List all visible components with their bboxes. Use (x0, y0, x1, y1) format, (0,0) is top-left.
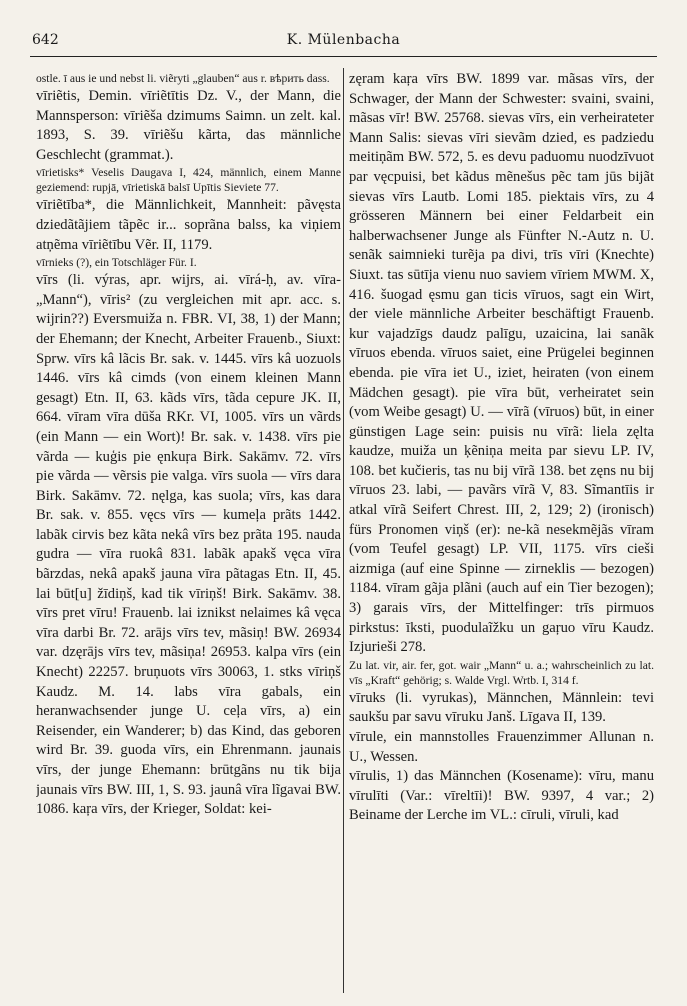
running-title: K. Mülenbacha (286, 32, 401, 48)
left-column (36, 70, 341, 995)
right-column (349, 70, 654, 995)
dictionary-entry: vīriẽtis, Demin. vīriẽtītis Dz. V., der Mann, die Mannsperson: vīriẽša dzimums Saimn. un zelt. kal. 1893, S. 39. vīriẽšu kãrta, das männliche Geschlecht (grammat.). (36, 88, 341, 163)
note-paragraph: vīrietisks* Veselis Daugava I, 424, männlich, einem Manne geziemend: rupjā, vīrietiskā balsī Upītis Sieviete 77. (36, 166, 341, 195)
dictionary-entry: zęram kaŗa vīrs BW. 1899 var. mãsas vīrs, der Schwager, der Mann der Schwester: svaini, svaini, mãsas vīr! BW. 25768. sievas vīrs, ein verheirateter Mann Salis: sievas vīri sievãm dzied, es padziedu meitiņãm BW. 572, 5. es devu paduomu nuodzīvuot par vęcpuisi, bet kãdus mẽnešus pẽc tam jūs bijãt sievas vīrs Lautb. Lomi 185. piektais vīrs, zu 4 grösseren Männern bei einer Feldarbeit ein halberwachsener Junge als Fünfter N.-Autz n. U. senãk saimnieki turẽja pa divi, trīs vīri (Knechte) Siuxt. tas sūtīja vienu nuo saviem vīriem MWM. X, 416. šuogad ęsmu gan ticis vīruos, sagt ein Wirt, der viele männliche Arbeiter beschäftigt Frauenb. kur vajadzīgs daudz palīgu, uzaicina, lai sanãk vīruos ebenda. vīruos saiet, eine Prügelei beginnen ebenda. pie vīra iet U., iziet, heiraten (von einem Mädchen gesagt). pie vīra būt, verheiratet sein (vom Weibe gesagt) U. — vīrã (vīruos) būt, in einer günstigen Lage sein: puisis nu vīrã: liela zęlta kaudze, muiža un ķẽniņa meita par sievu LP. IV, 108. bet kučieris, tas nu bij vīrã 138. bet zęns nu bij vīruos 23. labi, — pavãrs vīrã V, 83. Sĩmantīis ir atkal vīrã Seifert Chrest. III, 2, 129; 2) (ironisch) fürs Pronomen viņš (er): ne-kã nesekmẽjãs vīram (vom Teufel gesagt) LP. VII, 1175. vīrs cieši aizmiga (auf eine Spinne — zirneklis — bezogen) 1184. vīram gãja plãni (auch auf ein Tier bezogen); 3) garais vīrs, der Mittelfinger: trīs pirmuos pirkstus: īksti, puodulaĩžku un gaŗuo vīru Kaudz. Izjurieši 278. (349, 71, 654, 656)
page-header (30, 32, 657, 56)
note-paragraph: vīrnieks (?), ein Totschläger Für. I. (36, 256, 197, 270)
page-number: 642 (32, 32, 59, 48)
dictionary-entry: vīrulis, 1) das Männchen (Kosename): vīru, manu vīrulīti (Var.: vīreltīi)! BW. 9397, 4 var.; 2) Beiname der Lerche im VL.: cīruli, vīruli, kad (349, 768, 654, 824)
dictionary-entry: vīriẽtība*, die Männlichkeit, Mannheit: pãvęsta dziedãtãjiem tãpẽc ir... soprãna balss, ka viņiem atņẽma vīriẽtību Vẽr. II, 1179. (36, 197, 341, 253)
dictionary-entry: vīruks (li. vyrukas), Männchen, Männlein: tevi saukšu par savu vīruku Janš. Līgava II, 139. (349, 689, 654, 726)
column-divider (343, 68, 344, 993)
dictionary-entry: vīrs (li. výras, apr. wijrs, ai. vīrá-ḥ, av. vīra- „Mann“), vīris² (zu vergleichen mit apr. acc. s. wijrin??) Eversmuiža n. FBR. VI, 38, 1) der Mann; der Ehemann; der Knecht, Arbeiter Frauenb., Siuxt: Sprw. vīrs kâ lãcis Br. sak. v. 1445. vīrs kâ uozuols 1446. vīrs kâ cimds (von einem kleinen Mann gesagt) Etn. II, 63. kãds vīrs, tãda cepure JK. II, 664. vīram vīra dūša RKr. VI, 1005. vīrs un vãrds (ein Mann — ein Wort)! Br. sak. v. 1438. vīrs pie vãrda — kuģis pie ęnkuŗa Birk. Sakāmv. 72. vīrs pie vãrda — vẽrsis pie valga. vīrs suola — vīrs dara Birk. Sakāmv. 72. nęlga, kas suola; vīrs, kas dara Br. sak. v. 855. vęcs vīrs — kumeļa prãts 1442. labãk cirvis bez kãta nekâ vīrs bez prãta 195. nauda gudra — vīra ruokâ 831. labãk apakš vęca vīra bãrzdas, nekâ apakš jauna vīra pãtagas Etn. II, 45. lai būt[u] žīdiņš, kad tik vīriņš! Birk. Sakāmv. 38. vīrs pret vīru! Frauenb. lai iznikst nelaimes kâ vęca vīra darbi Br. 72. arājs vīrs tev, mãsiņ! BW. 26934 var. dzęrājs vīrs tev, mãsiņa! 26953. kalpa vīrs (ein Knecht) 22257. bruņuots vīrs 30063, 1. stks vīriņš Kaudz. M. 14. labs vīra gabals, ein heranwachsender junge U. ceļa vīrs, a) ein Reisender, ein Wanderer; b) das Kind, das geboren wird Br. 39. guoda vīrs, ein Ehrenmann. jaunais vīrs, der junge Ehemann: brūtgãns nu tik bija jaunais vīrs BW. III, 1, S. 93. jaunâ vīra lĩgavai BW. 1086. kaŗa vīrs, der Krieger, Soldat: kei- (36, 272, 341, 818)
dictionary-entry: vīrule, ein mannstolles Frauenzimmer Allunan n. U., Wessen. (349, 729, 654, 765)
header-rule (30, 56, 657, 57)
note-paragraph: Zu lat. vir, air. fer, got. wair „Mann“ u. a.; wahrscheinlich zu lat. vīs „Kraft“ gehörig; s. Walde Vrgl. Wrtb. I, 314 f. (349, 658, 654, 687)
note-paragraph: ostle. ī aus ie und nebst li. viẽryti „glauben“ aus r. вѣрить dass. (36, 72, 330, 85)
